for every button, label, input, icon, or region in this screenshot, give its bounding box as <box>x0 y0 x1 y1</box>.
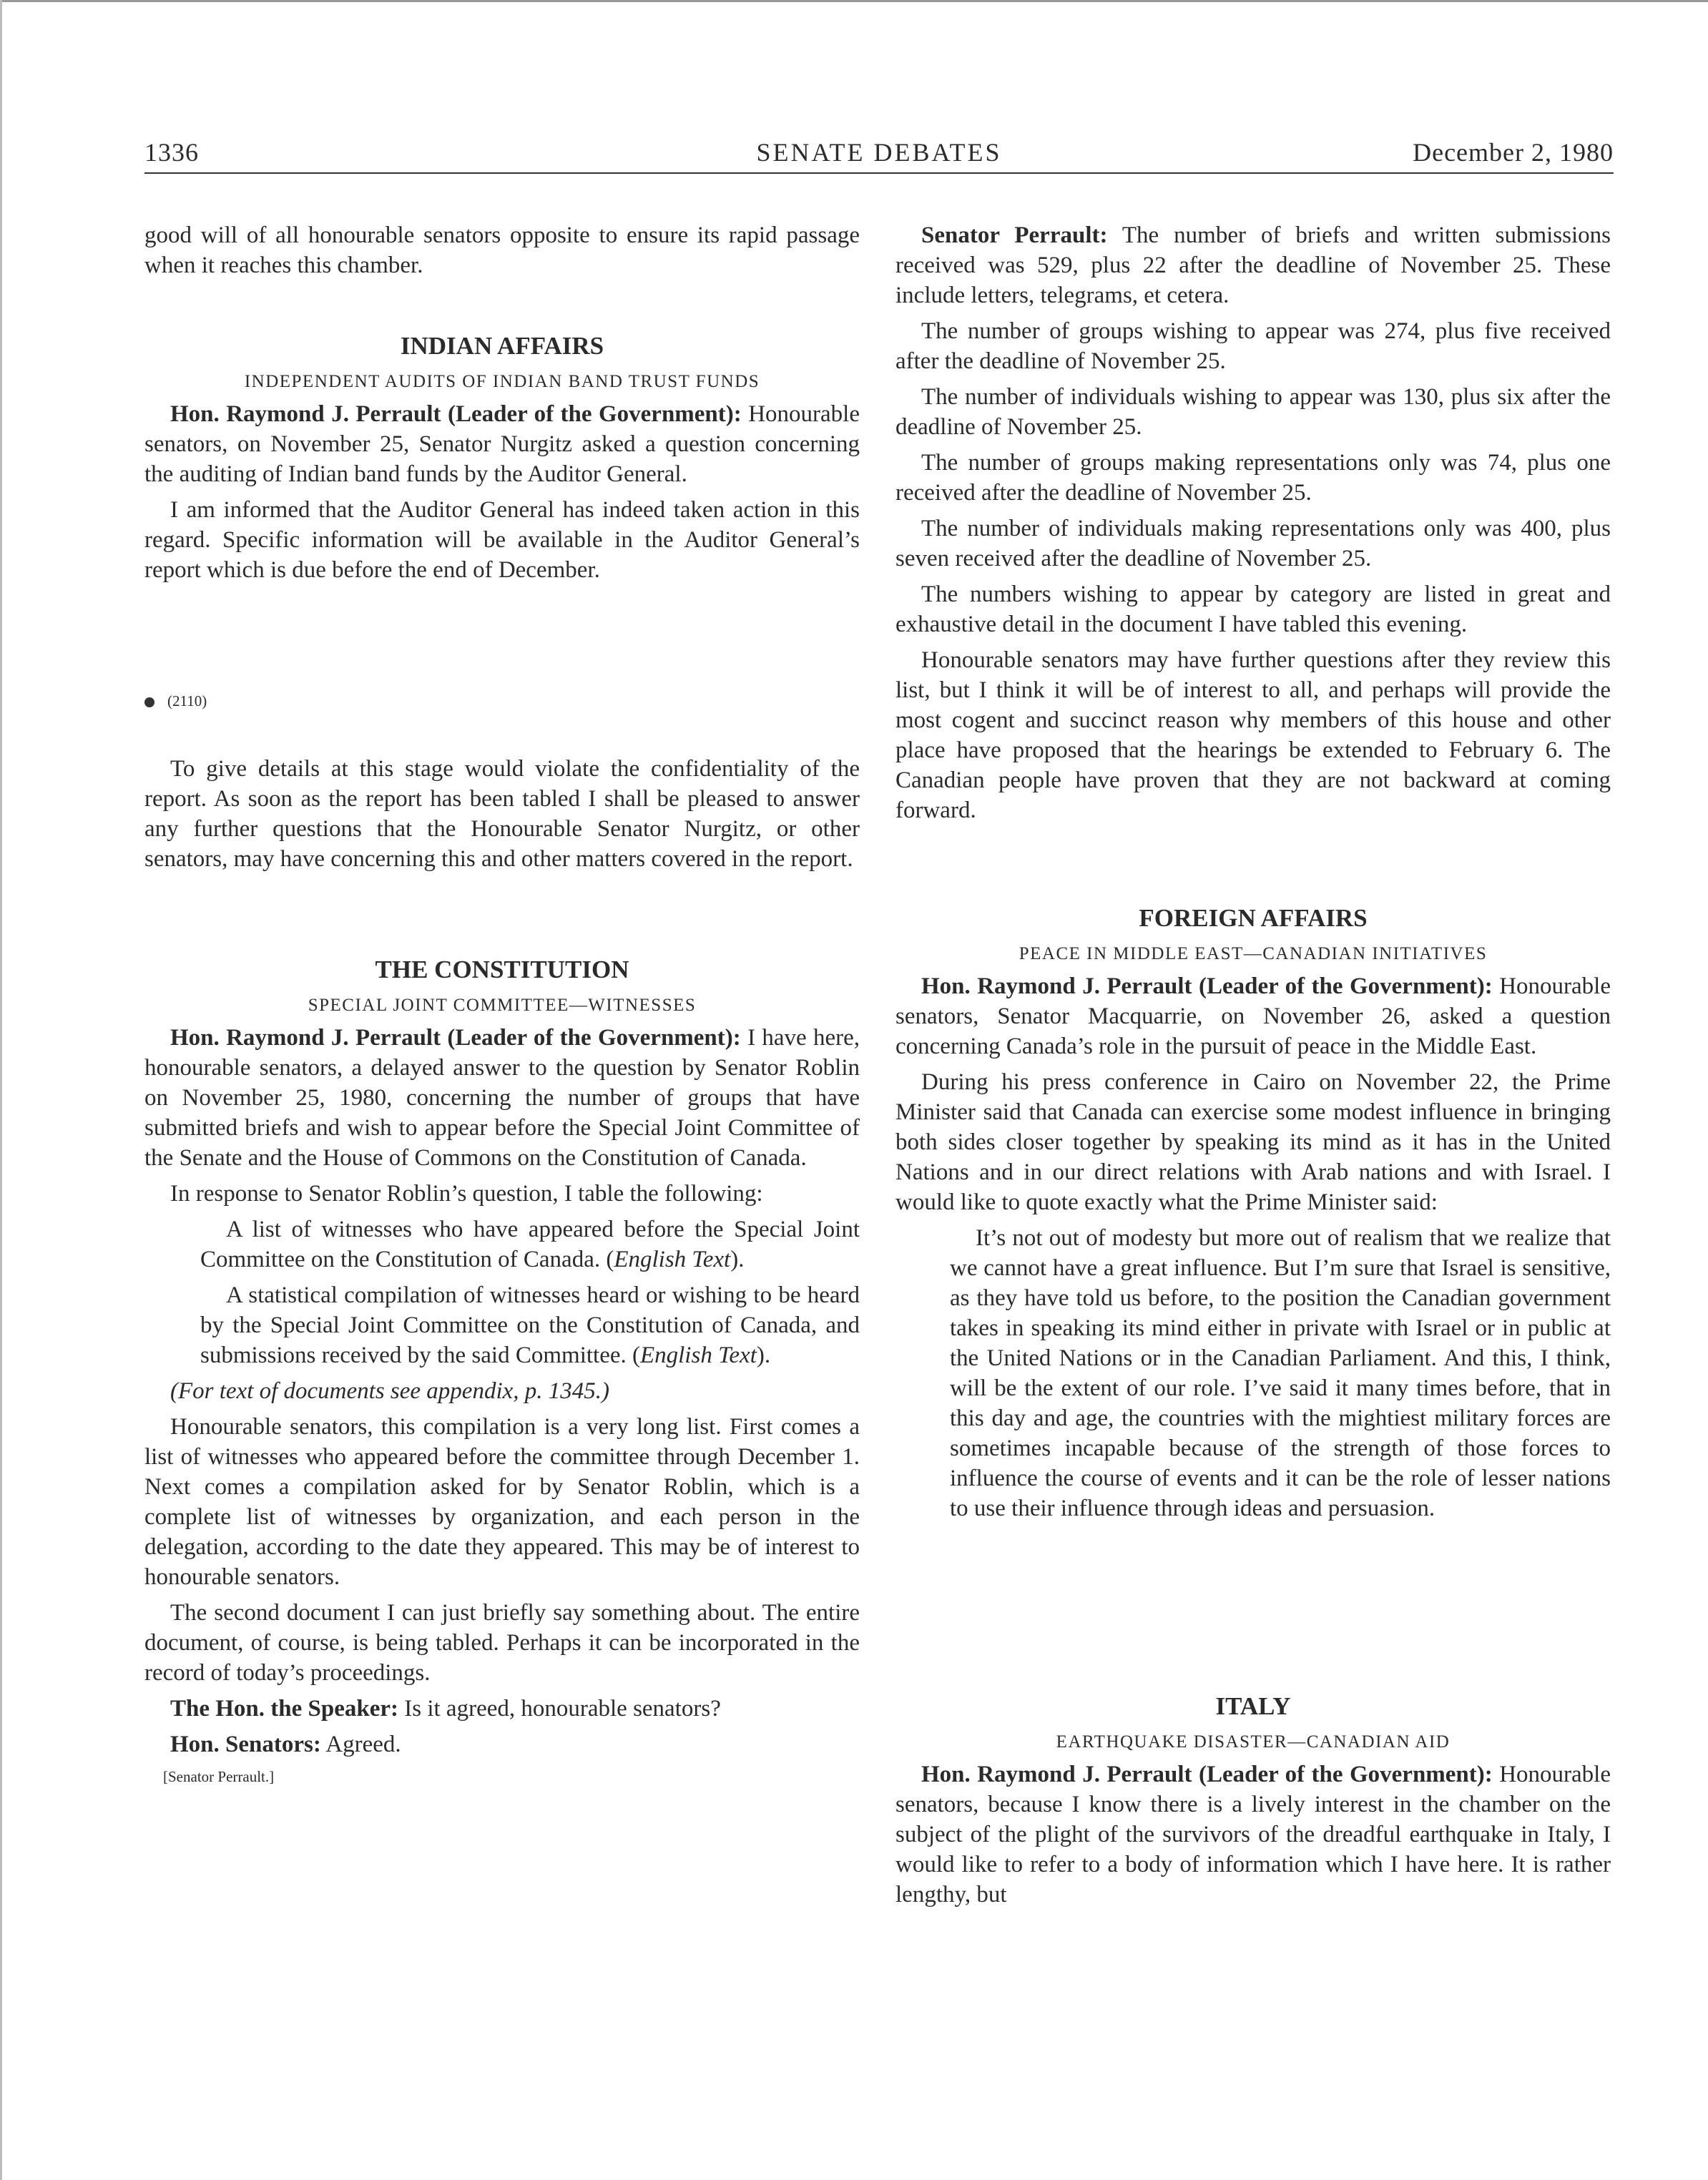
speech-paragraph: The number of individuals wishing to appear was 130, plus six after the deadline of November 25. <box>895 384 1611 440</box>
tabled-documents-list <box>144 1214 860 1370</box>
page-number: 1336 <box>144 138 199 167</box>
speaker-name: Hon. Raymond J. Perrault (Leader of the Government): <box>170 401 742 427</box>
intro-paragraph: good will of all honourable senators opposite to ensure its rapid passage when it reaches this chamber. <box>144 222 860 278</box>
speaker-name: Hon. Senators: <box>170 1732 321 1757</box>
time-marker-text: (2110) <box>167 692 207 710</box>
speaker-question: The Hon. the Speaker: Is it agreed, honourable senators? <box>170 1696 721 1722</box>
time-marker-line <box>144 691 860 711</box>
speech-paragraph: Senator Perrault: The number of briefs and written submissions received was 529, plus 22 after the deadline of November 25. These include letters, telegrams, et cetera. <box>895 222 1611 308</box>
indian-affairs-continued <box>144 754 860 874</box>
speech-paragraph: The second document I can just briefly say something about. The entire document, of course, is being tabled. Perhaps it can be incorporated in the record of today’s proceedings. <box>144 1600 860 1686</box>
speech-paragraph: Honourable senators, this compilation is a very long list. First comes a list of witnesses who appeared before the committee through December 1. Next comes a compilation asked for by Senator Roblin, which is a complete list of witnesses by organization, and each person in the delegation, according to the date they appeared. This may be of interest to honourable senators. <box>144 1414 860 1590</box>
section-indian-affairs <box>144 330 860 585</box>
publication-title: SENATE DEBATES <box>756 138 1002 167</box>
speaker-name: Hon. Raymond J. Perrault (Leader of the Government): <box>921 1762 1493 1787</box>
speaker-name: Hon. Raymond J. Perrault (Leader of the Government): <box>921 973 1493 999</box>
section-subheading: EARTHQUAKE DISASTER—CANADIAN AID <box>1056 1732 1451 1752</box>
speech-paragraph: The number of groups making representations only was 74, plus one received after the deadline of November 25. <box>895 450 1611 506</box>
intro-block <box>144 220 860 280</box>
section-subheading: INDEPENDENT AUDITS OF INDIAN BAND TRUST FUNDS <box>244 372 760 391</box>
speech-paragraph: I am informed that the Auditor General has indeed taken action in this regard. Specific information will be available in the Auditor General’s report which is due before the end of December. <box>144 497 860 583</box>
speech-paragraph: Honourable senators may have further questions after they review this list, but I think it will be of interest to all, and perhaps will provide the most cogent and succinct reason why members of this house and other place have proposed that the hearings be extended to February 6. The Canadian people have proven that they are not backward at coming forward. <box>895 647 1611 823</box>
speech-paragraph <box>144 399 860 489</box>
bullet-icon <box>144 697 154 707</box>
time-marker <box>144 691 860 711</box>
speaker-name: Senator Perrault: <box>921 222 1108 248</box>
speech-paragraph: Hon. Raymond J. Perrault (Leader of the Government): Honourable senators, because I know there is a lively interest in the chamber on the subject of the plight of the survivors of the dreadful earthquake in Italy, I would like to refer to a body of information which I have here. It is rather lengthy, but <box>895 1762 1611 1908</box>
section-subheading: SPECIAL JOINT COMMITTEE—WITNESSES <box>308 996 697 1015</box>
running-header <box>144 137 1614 170</box>
speech-paragraph: To give details at this stage would violate the confidentiality of the report. As soon as the report has been tabled I shall be pleased to answer any further questions that the Honourable Senator Nurgitz, or other senators, may have concerning this and other matters covered in the report. <box>144 756 860 872</box>
header-rule <box>144 172 1614 174</box>
speech-paragraph: During his press conference in Cairo on November 22, the Prime Minister said that Canada can exercise some modest influence in bringing both sides closer together by speaking its mind as it has in the United Nations and in our direct relations with Arab nations and with Israel. I would like to quote exactly what the Prime Minister said: <box>895 1069 1611 1215</box>
speech-paragraph: The numbers wishing to appear by category are listed in great and exhaustive detail in the document I have tabled this evening. <box>895 581 1611 637</box>
section-heading: ITALY <box>1215 1692 1291 1720</box>
speech-paragraph: The number of individuals making representations only was 400, plus seven received after the deadline of November 25. <box>895 516 1611 571</box>
section-heading: INDIAN AFFAIRS <box>400 332 604 360</box>
tabled-document-item: A list of witnesses who have appeared before the Special Joint Committee on the Constitution of Canada. (English Text). <box>200 1217 860 1272</box>
tabled-document-item: A statistical compilation of witnesses heard or wishing to be heard by the Special Joint Committee on the Constitution of Canada, and submissions received by the said Committee. (English Text). <box>200 1282 860 1368</box>
speaker-footnote: [Senator Perrault.] <box>163 1768 275 1785</box>
speech-text: Honourable senators, on November 25, Senator Nurgitz asked a question concerning the auditing of Indian band funds by the Auditor General. <box>144 401 860 487</box>
issue-date: December 2, 1980 <box>1413 138 1614 167</box>
section-heading: THE CONSTITUTION <box>375 956 629 983</box>
page-edge <box>0 0 1708 2</box>
speech-paragraph <box>144 1023 860 1173</box>
section-italy <box>895 1691 1611 1910</box>
speaker-name: The Hon. the Speaker: <box>170 1696 399 1722</box>
section-heading: FOREIGN AFFAIRS <box>1139 904 1368 932</box>
prime-minister-quote <box>895 1223 1611 1523</box>
senators-response: Hon. Senators: Agreed. <box>170 1732 401 1757</box>
statistics-block <box>895 220 1611 825</box>
section-constitution <box>144 954 860 1787</box>
appendix-note: (For text of documents see appendix, p. 1345.) <box>170 1378 610 1404</box>
speaker-name: Hon. Raymond J. Perrault (Leader of the Government): <box>170 1025 741 1051</box>
speech-paragraph: In response to Senator Roblin’s question, I table the following: <box>170 1181 763 1207</box>
section-foreign-affairs <box>895 903 1611 1523</box>
page-edge-left <box>0 0 2 2180</box>
speech-paragraph: The number of groups wishing to appear was 274, plus five received after the deadline of November 25. <box>895 318 1611 374</box>
speech-paragraph: Hon. Raymond J. Perrault (Leader of the Government): Honourable senators, Senator Macquarrie, on November 26, asked a question concerning Canada’s role in the pursuit of peace in the Middle East. <box>895 973 1611 1059</box>
quote-text: It’s not out of modesty but more out of realism that we realize that we cannot have a great influence. But I’m sure that Israel is sensitive, as they have told us before, to the position the Canadian government takes in speaking its mind either in private with Israel or in public at the United Nations or in the Canadian Parliament. And this, I think, will be the extent of our role. I’ve said it many times before, that in this day and age, the countries with the mightiest military forces are sometimes incapable because of the strength of those forces to influence the course of events and it can be the role of lesser nations to use their influence through ideas and persuasion. <box>950 1225 1611 1521</box>
section-subheading: PEACE IN MIDDLE EAST—CANADIAN INITIATIVES <box>1019 944 1488 963</box>
speech-text: I have here, honourable senators, a delayed answer to the question by Senator Roblin on November 25, 1980, concerning the number of groups that have submitted briefs and wish to appear before the Special Joint Committee of the Senate and the House of Commons on the Constitution of Canada. <box>144 1025 860 1171</box>
